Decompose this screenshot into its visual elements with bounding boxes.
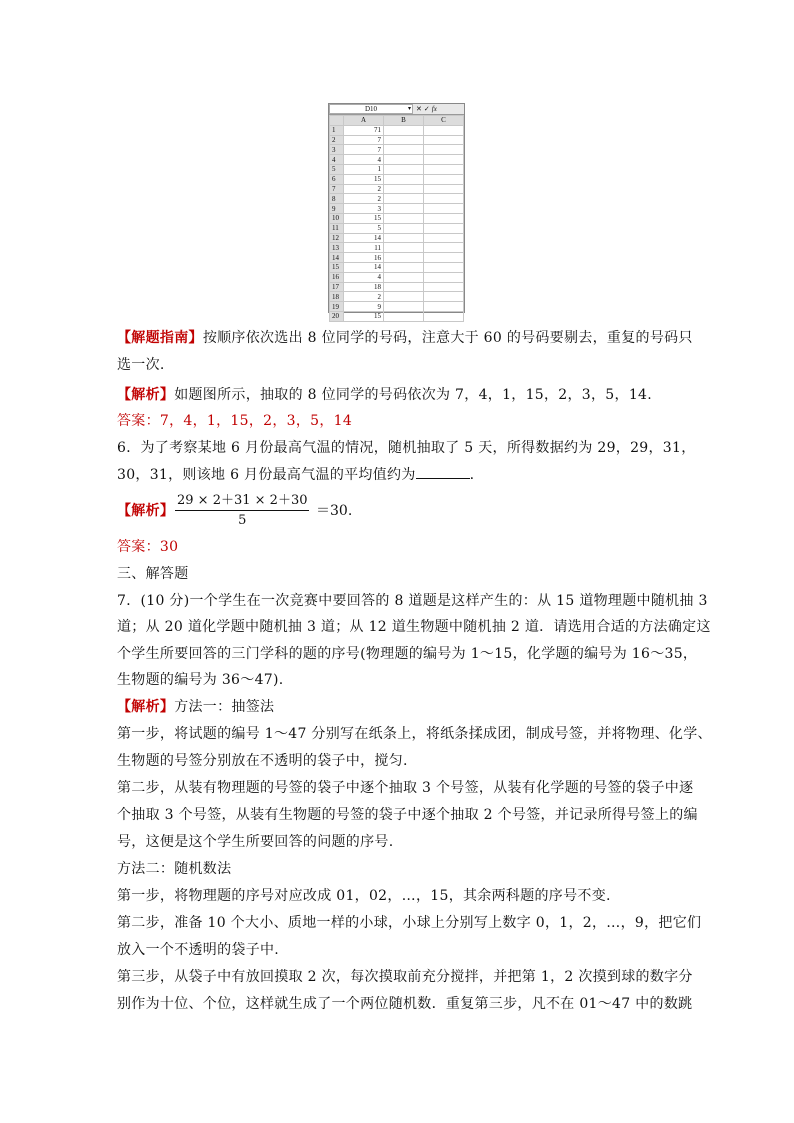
cell-c[interactable] <box>424 184 464 194</box>
question-7-line-4: 生物题的编号为 36～47). <box>117 672 284 688</box>
row-header[interactable]: 15 <box>330 262 344 272</box>
cell-a[interactable]: 1 <box>344 164 384 174</box>
answer-6: 答案：30 <box>117 539 179 555</box>
cell-c[interactable] <box>424 194 464 204</box>
row-header[interactable]: 9 <box>330 204 344 214</box>
spreadsheet-figure <box>328 103 465 321</box>
cell-b[interactable] <box>384 253 424 263</box>
cell-a[interactable]: 15 <box>344 213 384 223</box>
cell-b[interactable] <box>384 155 424 165</box>
cell-a[interactable]: 15 <box>344 311 384 321</box>
row-header[interactable]: 10 <box>330 213 344 223</box>
fraction-result: ＝30. <box>316 503 353 519</box>
cell-a[interactable]: 2 <box>344 184 384 194</box>
analysis-tag: 【解析】 <box>117 387 175 403</box>
sheet-row <box>330 145 464 155</box>
sheet-row <box>330 204 464 214</box>
guide-line-1 <box>117 327 693 347</box>
sheet-row <box>330 292 464 302</box>
cell-a[interactable]: 11 <box>344 243 384 253</box>
sheet-row <box>330 155 464 165</box>
cell-a[interactable]: 14 <box>344 233 384 243</box>
cell-c[interactable] <box>424 302 464 312</box>
row-header[interactable]: 2 <box>330 135 344 145</box>
sheet-row <box>330 184 464 194</box>
guide-line-2: 选一次. <box>117 357 165 373</box>
row-header[interactable]: 13 <box>330 243 344 253</box>
column-header[interactable]: C <box>424 116 464 126</box>
row-header[interactable]: 17 <box>330 282 344 292</box>
cell-b[interactable] <box>384 282 424 292</box>
row-header[interactable]: 16 <box>330 272 344 282</box>
cell-c[interactable] <box>424 125 464 135</box>
name-box-value: D10 <box>364 105 378 113</box>
row-header[interactable]: 5 <box>330 164 344 174</box>
function-icon[interactable]: fx <box>431 105 437 113</box>
cell-b[interactable] <box>384 292 424 302</box>
method-2-step-2a: 第二步，准备 10 个大小、质地一样的小球，小球上分别写上数字 0，1，2，…，9，把它们 <box>117 915 702 931</box>
cell-a[interactable]: 2 <box>344 292 384 302</box>
answer-blank <box>416 466 470 479</box>
cell-c[interactable] <box>424 213 464 223</box>
method-1-title: 方法一：抽签法 <box>174 699 275 715</box>
corner-cell[interactable] <box>330 116 344 126</box>
sheet-grid <box>329 115 464 322</box>
sheet-row <box>330 213 464 223</box>
sheet-row <box>330 253 464 263</box>
cell-c[interactable] <box>424 243 464 253</box>
method-2-title: 方法二：随机数法 <box>117 861 232 877</box>
cell-c[interactable] <box>424 204 464 214</box>
analysis-text: 如题图所示，抽取的 8 位同学的号码依次为 7，4，1，15，2，3，5，14. <box>174 387 652 403</box>
cell-c[interactable] <box>424 223 464 233</box>
answer-5: 答案：7，4，1，15，2，3，5，14 <box>117 413 353 429</box>
confirm-icon[interactable]: ✓ <box>423 105 430 113</box>
question-7-line-3: 个学生所要回答的三门学科的题的序号(物理题的编号为 1～15，化学题的编号为 16～35， <box>117 646 698 662</box>
cell-a[interactable]: 71 <box>344 125 384 135</box>
cell-a[interactable]: 16 <box>344 253 384 263</box>
analysis-tag: 【解析】 <box>117 503 175 519</box>
cell-b[interactable] <box>384 125 424 135</box>
cell-a[interactable]: 15 <box>344 174 384 184</box>
guide-text: 按顺序依次选出 8 位同学的号码，注意大于 60 的号码要剔去，重复的号码只 <box>202 330 693 346</box>
cell-c[interactable] <box>424 164 464 174</box>
fraction-denominator: 5 <box>238 513 247 528</box>
cell-b[interactable] <box>384 262 424 272</box>
sheet-row <box>330 302 464 312</box>
sheet-row <box>330 223 464 233</box>
cell-b[interactable] <box>384 135 424 145</box>
method-2-step-1: 第一步，将物理题的序号对应改成 01，02，…，15，其余两科题的序号不变. <box>117 888 611 904</box>
question-6-line-1: 6．为了考察某地 6 月份最高气温的情况，随机抽取了 5 天，所得数据约为 29，29，31， <box>117 440 696 456</box>
cell-c[interactable] <box>424 155 464 165</box>
cancel-icon[interactable]: ✕ <box>416 105 422 113</box>
cell-b[interactable] <box>384 164 424 174</box>
cell-b[interactable] <box>384 174 424 184</box>
row-header[interactable]: 20 <box>330 311 344 321</box>
method-1-step-2b: 个抽取 3 个号签，从装有生物题的号签的袋子中逐个抽取 2 个号签，并记录所得号签上的编 <box>117 807 698 823</box>
question-6-line-2 <box>117 464 474 484</box>
analysis-7-heading <box>117 696 274 716</box>
question-6-period: . <box>469 467 475 483</box>
cell-c[interactable] <box>424 272 464 282</box>
sheet-row <box>330 311 464 321</box>
sheet-row <box>330 164 464 174</box>
sheet-row <box>330 125 464 135</box>
cell-a[interactable]: 14 <box>344 262 384 272</box>
formula-bar <box>329 104 464 115</box>
cell-a[interactable]: 9 <box>344 302 384 312</box>
question-6-text: 30，31，则该地 6 月份最高气温的平均值约为 <box>117 467 416 483</box>
cell-b[interactable] <box>384 243 424 253</box>
row-header[interactable]: 8 <box>330 194 344 204</box>
cell-b[interactable] <box>384 311 424 321</box>
cell-b[interactable] <box>384 302 424 312</box>
row-header[interactable]: 7 <box>330 184 344 194</box>
cell-c[interactable] <box>424 292 464 302</box>
fraction-numerator: 29 × 2＋31 × 2＋30 <box>175 489 309 511</box>
cell-b[interactable] <box>384 204 424 214</box>
fraction <box>175 489 309 528</box>
cell-b[interactable] <box>384 184 424 194</box>
cell-b[interactable] <box>384 272 424 282</box>
cell-c[interactable] <box>424 262 464 272</box>
row-header[interactable]: 11 <box>330 223 344 233</box>
cell-b[interactable] <box>384 145 424 155</box>
cell-a[interactable]: 3 <box>344 204 384 214</box>
sheet-row <box>330 282 464 292</box>
cell-a[interactable]: 18 <box>344 282 384 292</box>
cell-c[interactable] <box>424 174 464 184</box>
analysis-6-tag-line <box>117 500 174 520</box>
name-box[interactable] <box>329 104 413 114</box>
cell-a[interactable]: 4 <box>344 272 384 282</box>
chevron-down-icon[interactable]: ▾ <box>407 106 411 112</box>
cell-b[interactable] <box>384 223 424 233</box>
cell-b[interactable] <box>384 233 424 243</box>
sheet-row <box>330 233 464 243</box>
cell-a[interactable]: 7 <box>344 145 384 155</box>
cell-c[interactable] <box>424 311 464 321</box>
analysis-tag: 【解析】 <box>117 699 175 715</box>
sheet-row <box>330 272 464 282</box>
cell-c[interactable] <box>424 135 464 145</box>
section-heading: 三、解答题 <box>117 566 189 582</box>
sheet-row <box>330 174 464 184</box>
method-1-step-2c: 号，这便是这个学生所要回答的问题的序号. <box>117 834 394 850</box>
question-7-line-1: 7．(10 分)一个学生在一次竞赛中要回答的 8 道题是这样产生的：从 15 道物理题中随机抽 3 <box>117 593 708 609</box>
cell-c[interactable] <box>424 233 464 243</box>
sheet-row <box>330 262 464 272</box>
method-1-step-1b: 生物题的号签分别放在不透明的袋子中，搅匀. <box>117 753 408 769</box>
cell-b[interactable] <box>384 213 424 223</box>
sheet-row <box>330 243 464 253</box>
row-header[interactable]: 4 <box>330 155 344 165</box>
row-header[interactable]: 1 <box>330 125 344 135</box>
cell-a[interactable]: 2 <box>344 194 384 204</box>
cell-a[interactable]: 5 <box>344 223 384 233</box>
cell-c[interactable] <box>424 253 464 263</box>
sheet-row <box>330 194 464 204</box>
method-2-step-3b: 别作为十位、个位，这样就生成了一个两位随机数．重复第三步，凡不在 01～47 中的数跳 <box>117 996 693 1012</box>
row-header[interactable]: 12 <box>330 233 344 243</box>
cell-c[interactable] <box>424 282 464 292</box>
row-header[interactable]: 3 <box>330 145 344 155</box>
cell-a[interactable]: 7 <box>344 135 384 145</box>
row-header[interactable]: 18 <box>330 292 344 302</box>
cell-c[interactable] <box>424 145 464 155</box>
column-header[interactable]: B <box>384 116 424 126</box>
row-header[interactable]: 19 <box>330 302 344 312</box>
guide-tag: 【解题指南】 <box>117 330 203 346</box>
method-2-step-3a: 第三步，从袋子中有放回摸取 2 次，每次摸取前充分搅拌，并把第 1，2 次摸到球的数字分 <box>117 969 693 985</box>
analysis-5 <box>117 384 652 404</box>
row-header[interactable]: 14 <box>330 253 344 263</box>
cell-a[interactable]: 4 <box>344 155 384 165</box>
method-1-step-2a: 第二步，从装有物理题的号签的袋子中逐个抽取 3 个号签，从装有化学题的号签的袋子中逐 <box>117 780 694 796</box>
question-7-line-2: 道；从 20 道化学题中随机抽 3 道；从 12 道生物题中随机抽 2 道．请选用合适的方法确定这 <box>117 619 711 635</box>
method-1-step-1a: 第一步，将试题的编号 1～47 分别写在纸条上，将纸条揉成团，制成号签，并将物理、化学、 <box>117 726 712 742</box>
cell-b[interactable] <box>384 194 424 204</box>
method-2-step-2b: 放入一个不透明的袋子中. <box>117 942 280 958</box>
sheet-row <box>330 135 464 145</box>
row-header[interactable]: 6 <box>330 174 344 184</box>
column-header[interactable]: A <box>344 116 384 126</box>
